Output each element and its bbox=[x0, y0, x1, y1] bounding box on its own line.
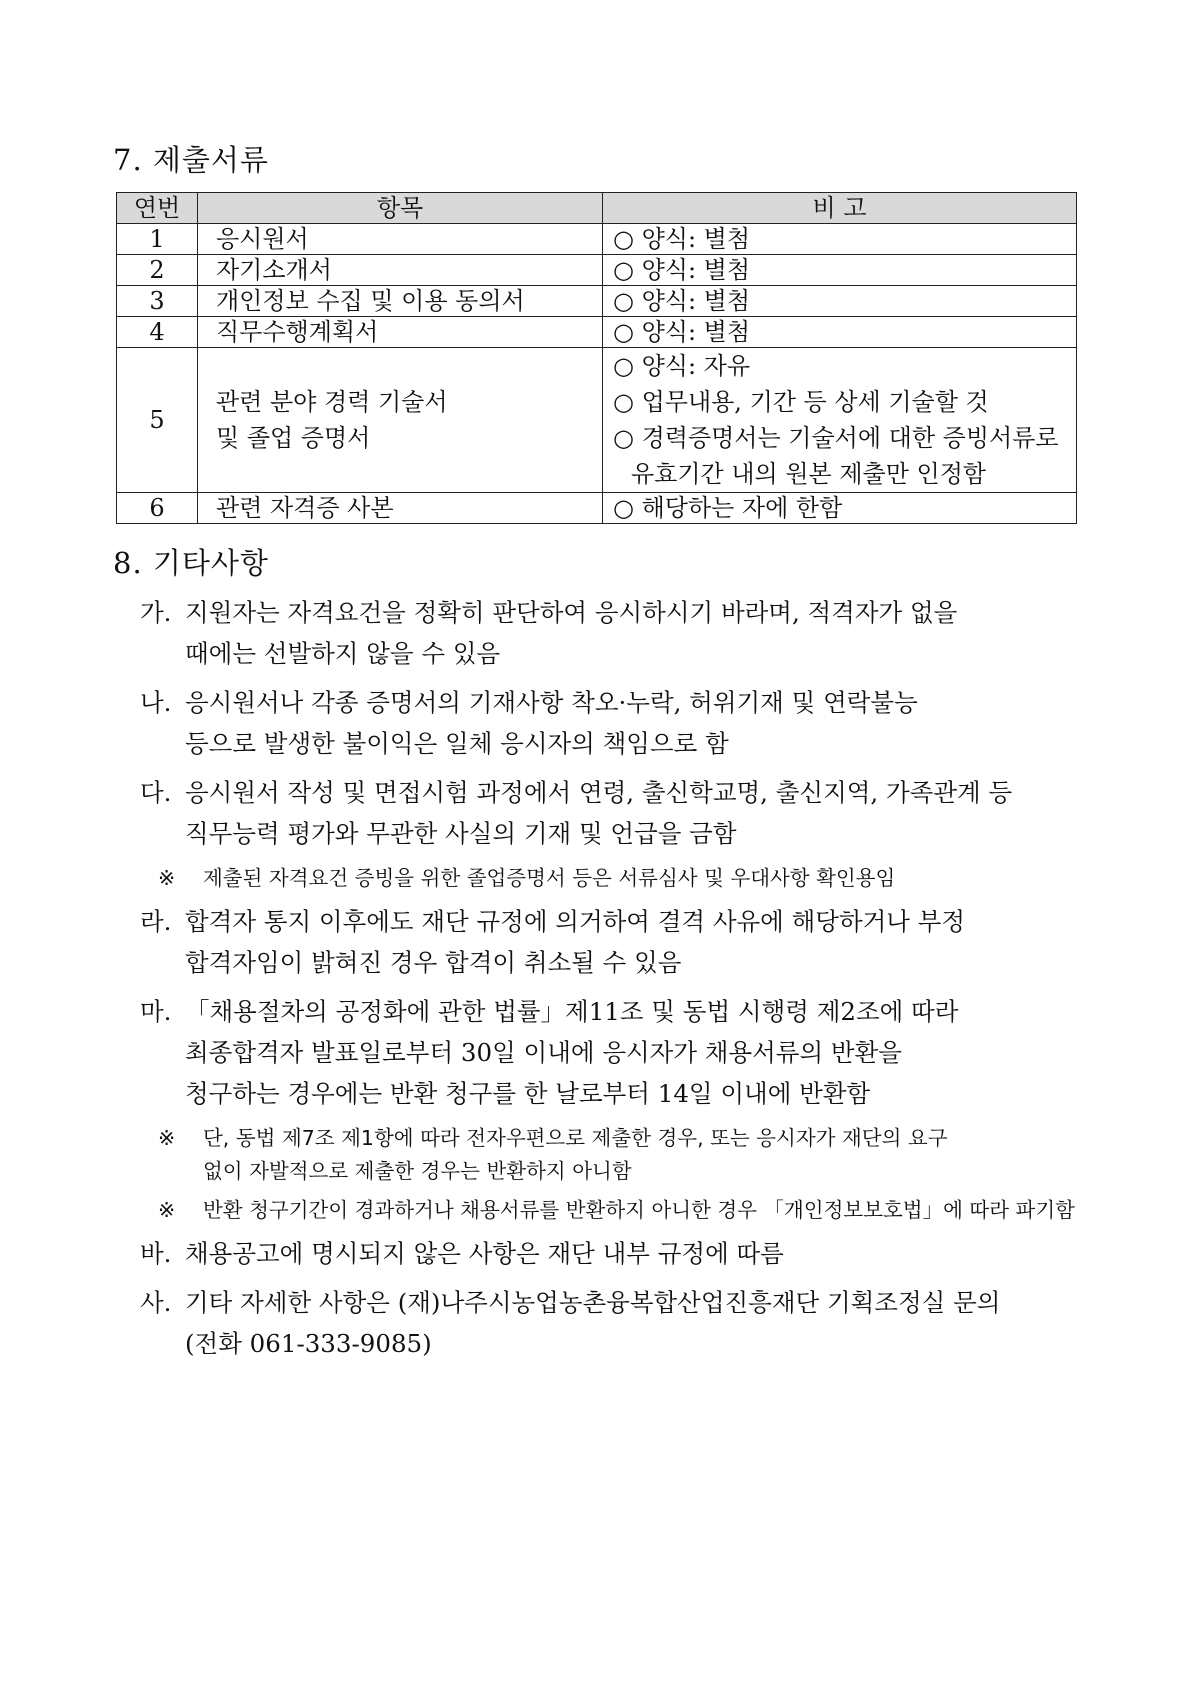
item-text-line: 합격자임이 밝혀진 경우 합격이 취소될 수 있음 bbox=[185, 948, 682, 977]
table-row bbox=[117, 255, 1077, 286]
remark-note bbox=[158, 862, 1085, 895]
misc-notes bbox=[140, 592, 1085, 1372]
item-text-line: 등으로 발생한 불이익은 일체 응시자의 책임으로 함 bbox=[185, 729, 729, 758]
note-text: ○ 양식: 별첨 bbox=[613, 225, 751, 253]
item-text-line: 제출된 자격요건 증빙을 위한 졸업증명서 등은 서류심사 및 우대사항 확인용임 bbox=[203, 866, 896, 890]
item-label: 마. bbox=[140, 997, 172, 1026]
item-text-line: 청구하는 경우에는 반환 청구를 한 날로부터 14일 이내에 반환함 bbox=[185, 1079, 871, 1108]
item-label: 나. bbox=[140, 688, 172, 717]
list-item bbox=[140, 991, 1085, 1114]
row-number: 1 bbox=[117, 224, 198, 255]
note-text: ○ 업무내용, 기간 등 상세 기술할 것 bbox=[613, 388, 989, 416]
row-number: 5 bbox=[117, 348, 198, 493]
item-text-line: 최종합격자 발표일로부터 30일 이내에 응시자가 채용서류의 반환을 bbox=[185, 1038, 902, 1067]
submission-documents-table bbox=[116, 192, 1077, 524]
note-text: ○ 양식: 별첨 bbox=[613, 256, 751, 284]
item-label: 다. bbox=[140, 778, 172, 807]
list-item bbox=[140, 592, 1085, 674]
remark-note bbox=[158, 1122, 1085, 1188]
note-text: ○ 양식: 별첨 bbox=[613, 318, 751, 346]
remark-mark: ※ bbox=[158, 1126, 176, 1150]
row-note bbox=[603, 348, 1077, 493]
item-text-line: 직무능력 평가와 무관한 사실의 기재 및 언급을 금함 bbox=[185, 819, 737, 848]
section-7-title: 7. 제출서류 bbox=[113, 143, 269, 177]
item-text-line: 지원자는 자격요건을 정확히 판단하여 응시하시기 바라며, 적격자가 없을 bbox=[185, 598, 958, 627]
section-8-title: 8. 기타사항 bbox=[113, 546, 269, 580]
row-item bbox=[198, 493, 603, 524]
list-item bbox=[140, 682, 1085, 764]
list-item bbox=[140, 1233, 1085, 1274]
item-label: 바. bbox=[140, 1239, 172, 1268]
row-number: 4 bbox=[117, 317, 198, 348]
item-text-line: 「채용절차의 공정화에 관한 법률」제11조 및 동법 시행령 제2조에 따라 bbox=[185, 997, 959, 1026]
item-text-line: 단, 동법 제7조 제1항에 따라 전자우편으로 제출한 경우, 또는 응시자가 재단의 요구 bbox=[203, 1126, 948, 1150]
row-number: 3 bbox=[117, 286, 198, 317]
table-header-row bbox=[117, 193, 1077, 224]
table-row bbox=[117, 317, 1077, 348]
item-text: 및 졸업 증명서 bbox=[216, 424, 371, 452]
item-text: 직무수행계획서 bbox=[216, 318, 379, 346]
table-row bbox=[117, 348, 1077, 493]
row-number: 2 bbox=[117, 255, 198, 286]
item-text: 응시원서 bbox=[216, 225, 309, 253]
item-text-line: 때에는 선발하지 않을 수 있음 bbox=[185, 639, 501, 668]
item-text-line: 채용공고에 명시되지 않은 사항은 재단 내부 규정에 따름 bbox=[185, 1239, 784, 1268]
row-number: 6 bbox=[117, 493, 198, 524]
header-no: 연번 bbox=[117, 193, 198, 224]
table-row bbox=[117, 493, 1077, 524]
note-text: ○ 경력증명서는 기술서에 대한 증빙서류로 bbox=[613, 424, 1059, 452]
list-item bbox=[140, 772, 1085, 854]
table-row bbox=[117, 224, 1077, 255]
item-text-line: (전화 061-333-9085) bbox=[185, 1329, 432, 1358]
note-text: 유효기간 내의 원본 제출만 인정함 bbox=[631, 460, 987, 488]
item-text-line: 반환 청구기간이 경과하거나 채용서류를 반환하지 아니한 경우 「개인정보보호법」에 따라 파기함 bbox=[203, 1198, 1075, 1222]
row-note bbox=[603, 255, 1077, 286]
table-body bbox=[117, 224, 1077, 524]
row-item bbox=[198, 348, 603, 493]
note-text: ○ 해당하는 자에 한함 bbox=[613, 494, 843, 522]
item-text: 관련 분야 경력 기술서 bbox=[216, 388, 448, 416]
table-row bbox=[117, 286, 1077, 317]
list-item bbox=[140, 1282, 1085, 1364]
remark-mark: ※ bbox=[158, 866, 176, 890]
row-item bbox=[198, 286, 603, 317]
item-text: 관련 자격증 사본 bbox=[216, 494, 394, 522]
list-item bbox=[140, 901, 1085, 983]
row-note bbox=[603, 224, 1077, 255]
header-item: 항목 bbox=[198, 193, 603, 224]
item-text-line: 응시원서나 각종 증명서의 기재사항 착오·누락, 허위기재 및 연락불능 bbox=[185, 688, 918, 717]
row-item bbox=[198, 255, 603, 286]
item-text-line: 기타 자세한 사항은 (재)나주시농업농촌융복합산업진흥재단 기획조정실 문의 bbox=[185, 1288, 1001, 1317]
item-text-line: 응시원서 작성 및 면접시험 과정에서 연령, 출신학교명, 출신지역, 가족관계 등 bbox=[185, 778, 1013, 807]
item-text: 개인정보 수집 및 이용 동의서 bbox=[216, 287, 525, 315]
row-note bbox=[603, 493, 1077, 524]
row-note bbox=[603, 286, 1077, 317]
item-label: 사. bbox=[140, 1288, 172, 1317]
row-note bbox=[603, 317, 1077, 348]
item-label: 가. bbox=[140, 598, 172, 627]
item-text-line: 없이 자발적으로 제출한 경우는 반환하지 아니함 bbox=[203, 1159, 632, 1183]
remark-note bbox=[158, 1194, 1085, 1227]
item-label: 라. bbox=[140, 907, 172, 936]
row-item bbox=[198, 224, 603, 255]
note-text: ○ 양식: 별첨 bbox=[613, 287, 751, 315]
row-item bbox=[198, 317, 603, 348]
note-text: ○ 양식: 자유 bbox=[613, 352, 751, 380]
item-text-line: 합격자 통지 이후에도 재단 규정에 의거하여 결격 사유에 해당하거나 부정 bbox=[185, 907, 966, 936]
header-note: 비 고 bbox=[603, 193, 1077, 224]
remark-mark: ※ bbox=[158, 1198, 176, 1222]
item-text: 자기소개서 bbox=[216, 256, 332, 284]
